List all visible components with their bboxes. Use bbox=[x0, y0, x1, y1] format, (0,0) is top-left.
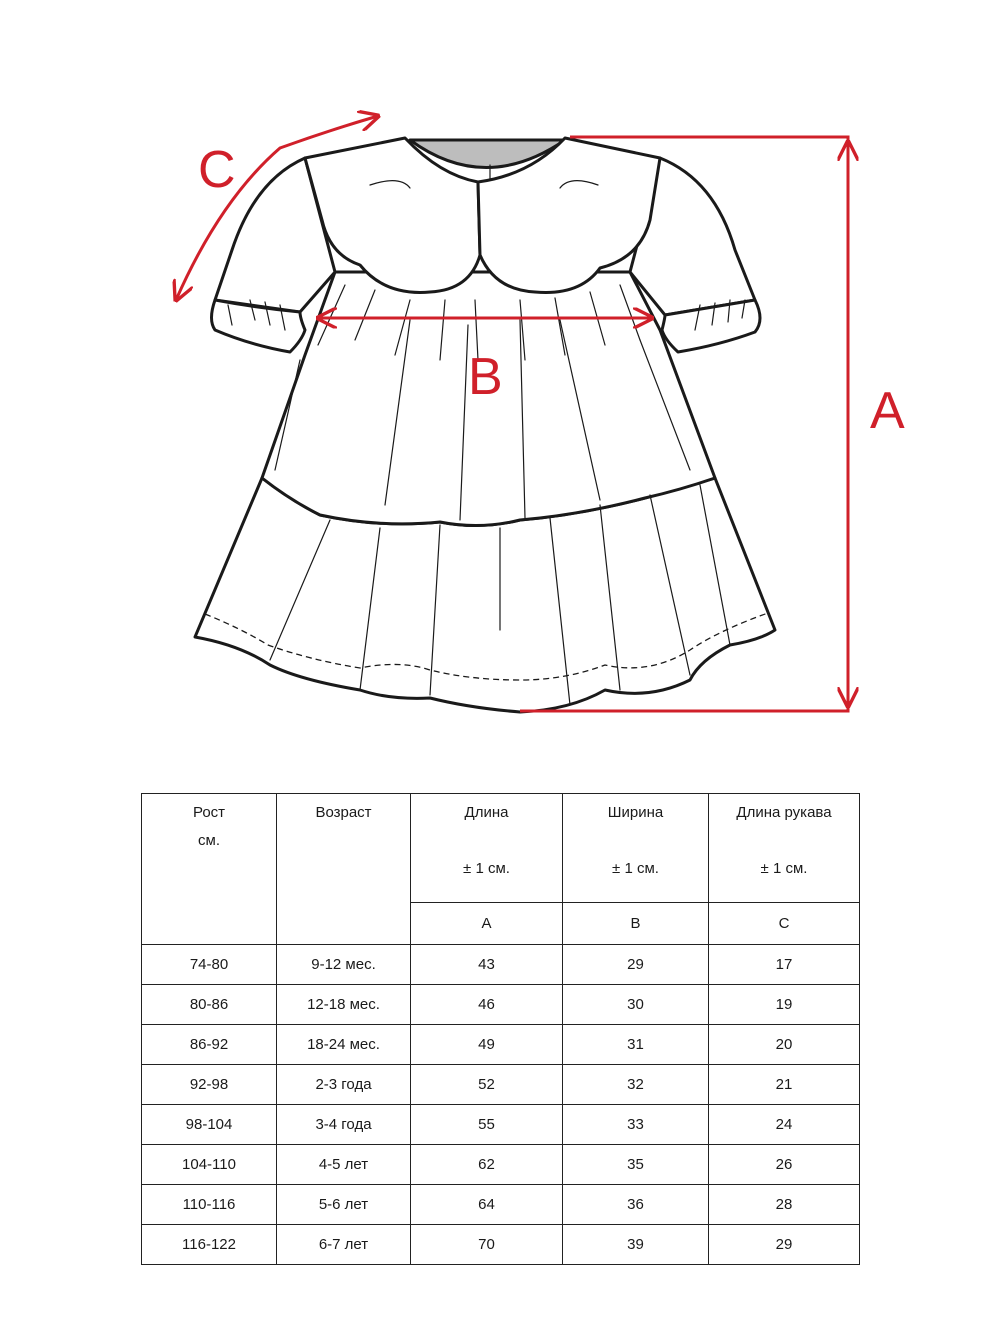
cell-age: 3-4 года bbox=[277, 1105, 411, 1145]
cell-length: 49 bbox=[411, 1025, 563, 1065]
cell-sleeve: 29 bbox=[709, 1225, 860, 1265]
cell-age: 6-7 лет bbox=[277, 1225, 411, 1265]
cell-width: 30 bbox=[563, 985, 709, 1025]
cell-length: 62 bbox=[411, 1145, 563, 1185]
header-sleeve: Длина рукава ± 1 см. bbox=[709, 794, 860, 903]
cell-width: 29 bbox=[563, 945, 709, 985]
dimension-b-label: B bbox=[468, 348, 503, 406]
cell-height: 110-116 bbox=[142, 1185, 277, 1225]
table-row bbox=[142, 945, 860, 985]
table-row bbox=[142, 1025, 860, 1065]
cell-sleeve: 19 bbox=[709, 985, 860, 1025]
cell-length: 70 bbox=[411, 1225, 563, 1265]
cell-width: 36 bbox=[563, 1185, 709, 1225]
cell-sleeve: 28 bbox=[709, 1185, 860, 1225]
table-row bbox=[142, 985, 860, 1025]
header-age: Возраст bbox=[277, 794, 411, 945]
cell-height: 86-92 bbox=[142, 1025, 277, 1065]
cell-length: 46 bbox=[411, 985, 563, 1025]
cell-height: 98-104 bbox=[142, 1105, 277, 1145]
cell-age: 9-12 мес. bbox=[277, 945, 411, 985]
cell-height: 104-110 bbox=[142, 1145, 277, 1185]
header-letter-b: B bbox=[563, 903, 709, 945]
table-row bbox=[142, 1105, 860, 1145]
header-height: Рост см. bbox=[142, 794, 277, 945]
cell-height: 92-98 bbox=[142, 1065, 277, 1105]
table-row bbox=[142, 1185, 860, 1225]
cell-sleeve: 24 bbox=[709, 1105, 860, 1145]
cell-age: 5-6 лет bbox=[277, 1185, 411, 1225]
cell-width: 33 bbox=[563, 1105, 709, 1145]
dress-outline bbox=[195, 138, 775, 712]
cell-length: 55 bbox=[411, 1105, 563, 1145]
cell-length: 52 bbox=[411, 1065, 563, 1105]
header-letter-a: A bbox=[411, 903, 563, 945]
table-row bbox=[142, 1145, 860, 1185]
cell-age: 2-3 года bbox=[277, 1065, 411, 1105]
cell-width: 35 bbox=[563, 1145, 709, 1185]
cell-height: 74-80 bbox=[142, 945, 277, 985]
cell-sleeve: 17 bbox=[709, 945, 860, 985]
table-row bbox=[142, 1225, 860, 1265]
dimension-a-label: A bbox=[870, 382, 905, 440]
header-width: Ширина ± 1 см. bbox=[563, 794, 709, 903]
header-letter-c: C bbox=[709, 903, 860, 945]
dimension-c-label: C bbox=[198, 141, 236, 199]
size-table bbox=[141, 793, 860, 1265]
cell-height: 116-122 bbox=[142, 1225, 277, 1265]
table-row bbox=[142, 1065, 860, 1105]
cell-sleeve: 20 bbox=[709, 1025, 860, 1065]
cell-height: 80-86 bbox=[142, 985, 277, 1025]
cell-sleeve: 21 bbox=[709, 1065, 860, 1105]
cell-age: 12-18 мес. bbox=[277, 985, 411, 1025]
cell-width: 31 bbox=[563, 1025, 709, 1065]
cell-length: 64 bbox=[411, 1185, 563, 1225]
cell-length: 43 bbox=[411, 945, 563, 985]
cell-sleeve: 26 bbox=[709, 1145, 860, 1185]
cell-width: 39 bbox=[563, 1225, 709, 1265]
cell-width: 32 bbox=[563, 1065, 709, 1105]
cell-age: 4-5 лет bbox=[277, 1145, 411, 1185]
header-length: Длина ± 1 см. bbox=[411, 794, 563, 903]
cell-age: 18-24 мес. bbox=[277, 1025, 411, 1065]
